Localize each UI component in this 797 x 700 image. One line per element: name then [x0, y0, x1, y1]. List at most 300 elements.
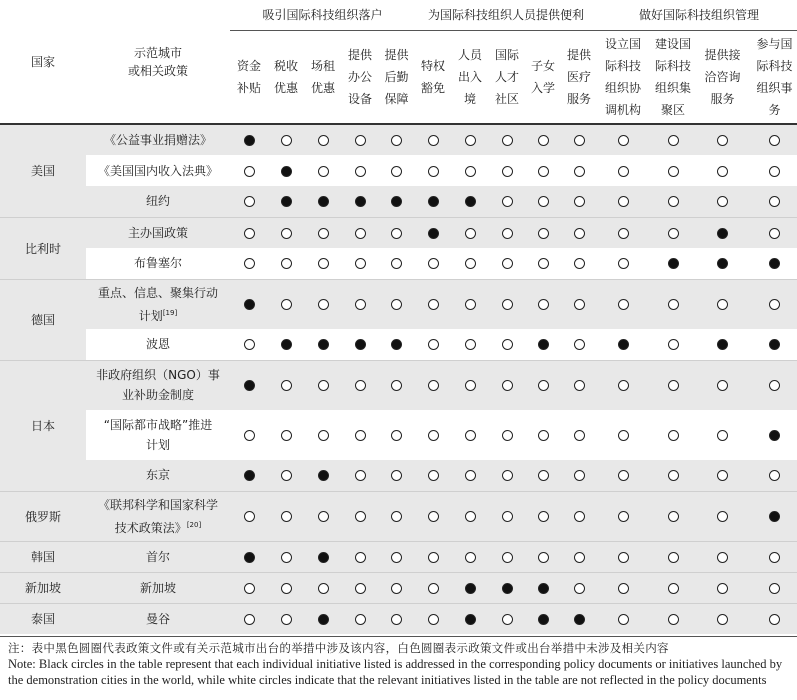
mark-cell: [268, 572, 304, 603]
hollow-circle-icon: [668, 166, 679, 177]
hollow-circle-icon: [717, 430, 728, 441]
column-header: [597, 30, 649, 124]
mark-cell: [748, 541, 797, 572]
mark-cell: [525, 186, 561, 217]
column-header: [230, 30, 268, 124]
header-group-personnel: 为国际科技组织人员提供便利: [415, 0, 597, 30]
mark-cell: [597, 279, 649, 329]
hollow-circle-icon: [281, 511, 292, 522]
filled-circle-icon: [465, 614, 476, 625]
mark-cell: [525, 491, 561, 541]
mark-cell: [230, 360, 268, 410]
column-header: [451, 30, 489, 124]
mark-cell: [649, 491, 697, 541]
policy-line2-text: 计划: [145, 438, 170, 452]
hollow-circle-icon: [391, 583, 402, 594]
hollow-circle-icon: [717, 135, 728, 146]
mark-cell: [268, 124, 304, 155]
mark-cell: [304, 248, 342, 279]
filled-circle-icon: [355, 196, 366, 207]
mark-cell: [525, 279, 561, 329]
column-header: [304, 30, 342, 124]
mark-cell: [649, 186, 697, 217]
hollow-circle-icon: [538, 299, 549, 310]
policy-line1: 主办国政策: [127, 225, 188, 240]
hollow-circle-icon: [668, 135, 679, 146]
policy-cell: [86, 491, 230, 541]
policy-line1: 非政府组织（NGO）事: [96, 368, 220, 383]
hollow-circle-icon: [355, 552, 366, 563]
column-header-line: 入学: [531, 80, 556, 95]
filled-circle-icon: [717, 258, 728, 269]
mark-cell: [489, 124, 525, 155]
hollow-circle-icon: [318, 430, 329, 441]
hollow-circle-icon: [465, 511, 476, 522]
mark-cell: [489, 603, 525, 634]
hollow-circle-icon: [465, 339, 476, 350]
hollow-circle-icon: [502, 380, 513, 391]
mark-cell: [748, 410, 797, 460]
mark-cell: [561, 603, 597, 634]
mark-cell: [697, 329, 748, 360]
mark-cell: [342, 491, 378, 541]
column-header-line: 聚区: [661, 102, 686, 117]
table-row: [0, 155, 797, 186]
table-row: [0, 541, 797, 572]
column-header: [489, 30, 525, 124]
filled-circle-icon: [465, 196, 476, 207]
mark-cell: [415, 491, 451, 541]
country-cell: 韩国: [0, 541, 86, 572]
hollow-circle-icon: [574, 552, 585, 563]
column-header-line: 保障: [384, 91, 409, 106]
column-header-line: 际科技: [655, 58, 692, 73]
hollow-circle-icon: [244, 258, 255, 269]
mark-cell: [561, 460, 597, 491]
mark-cell: [342, 360, 378, 410]
mark-cell: [525, 572, 561, 603]
hollow-circle-icon: [618, 258, 629, 269]
mark-cell: [415, 155, 451, 186]
hollow-circle-icon: [502, 196, 513, 207]
mark-cell: [451, 491, 489, 541]
column-header-line: 补贴: [236, 80, 261, 95]
mark-cell: [489, 360, 525, 410]
hollow-circle-icon: [244, 614, 255, 625]
footer-rule: [0, 636, 797, 637]
mark-cell: [230, 603, 268, 634]
mark-cell: [451, 186, 489, 217]
hollow-circle-icon: [391, 470, 402, 481]
mark-cell: [378, 460, 415, 491]
table-row: [0, 603, 797, 634]
mark-cell: [649, 572, 697, 603]
hollow-circle-icon: [428, 552, 439, 563]
mark-cell: [415, 603, 451, 634]
hollow-circle-icon: [428, 614, 439, 625]
hollow-circle-icon: [391, 299, 402, 310]
mark-cell: [697, 248, 748, 279]
filled-circle-icon: [538, 339, 549, 350]
mark-cell: [342, 279, 378, 329]
mark-cell: [697, 186, 748, 217]
hollow-circle-icon: [618, 228, 629, 239]
mark-cell: [378, 360, 415, 410]
policy-line1: 纽约: [145, 194, 170, 209]
filled-circle-icon: [538, 614, 549, 625]
filled-circle-icon: [391, 196, 402, 207]
mark-cell: [230, 248, 268, 279]
policy-line2: [86, 515, 230, 538]
hollow-circle-icon: [538, 228, 549, 239]
hollow-circle-icon: [717, 196, 728, 207]
hollow-circle-icon: [355, 470, 366, 481]
mark-cell: [489, 410, 525, 460]
policy-cell: [86, 186, 230, 217]
hollow-circle-icon: [618, 380, 629, 391]
mark-cell: [304, 279, 342, 329]
mark-cell: [415, 248, 451, 279]
column-header-line: 际科技: [756, 58, 793, 73]
hollow-circle-icon: [618, 430, 629, 441]
mark-cell: [451, 155, 489, 186]
hollow-circle-icon: [281, 552, 292, 563]
reference-mark: [19]: [162, 308, 178, 317]
filled-circle-icon: [244, 470, 255, 481]
mark-cell: [268, 279, 304, 329]
mark-cell: [697, 603, 748, 634]
mark-cell: [489, 217, 525, 248]
reference-mark: [20]: [186, 520, 202, 529]
mark-cell: [451, 329, 489, 360]
hollow-circle-icon: [717, 380, 728, 391]
mark-cell: [697, 410, 748, 460]
hollow-circle-icon: [281, 583, 292, 594]
country-cell: 新加坡: [0, 572, 86, 603]
mark-cell: [230, 186, 268, 217]
hollow-circle-icon: [668, 380, 679, 391]
policy-cell: [86, 360, 230, 410]
hollow-circle-icon: [618, 511, 629, 522]
mark-cell: [697, 491, 748, 541]
column-header-line: 服务: [710, 91, 735, 106]
table-notes: [8, 640, 793, 688]
policy-cell: [86, 603, 230, 634]
column-header-line: 出入: [458, 69, 483, 84]
policy-line1: 《联邦科学和国家科学: [97, 497, 218, 512]
hollow-circle-icon: [428, 258, 439, 269]
column-header: [561, 30, 597, 124]
hollow-circle-icon: [318, 135, 329, 146]
hollow-circle-icon: [318, 299, 329, 310]
country-cell: 美国: [0, 124, 86, 217]
column-header-line: 组织事: [756, 80, 793, 95]
mark-cell: [525, 360, 561, 410]
policy-cell: [86, 248, 230, 279]
mark-cell: [489, 155, 525, 186]
column-header: [525, 30, 561, 124]
column-header-line: 设备: [347, 91, 372, 106]
hollow-circle-icon: [502, 258, 513, 269]
mark-cell: [649, 217, 697, 248]
policy-line1: 波恩: [145, 337, 170, 352]
mark-cell: [748, 460, 797, 491]
hollow-circle-icon: [355, 511, 366, 522]
mark-cell: [230, 541, 268, 572]
mark-cell: [415, 186, 451, 217]
hollow-circle-icon: [502, 299, 513, 310]
hollow-circle-icon: [717, 583, 728, 594]
hollow-circle-icon: [618, 470, 629, 481]
hollow-circle-icon: [717, 299, 728, 310]
table-row: [0, 460, 797, 491]
mark-cell: [378, 603, 415, 634]
mark-cell: [748, 572, 797, 603]
column-header-line: 提供接: [704, 47, 741, 62]
mark-cell: [304, 124, 342, 155]
hollow-circle-icon: [668, 552, 679, 563]
column-header-line: 境: [464, 91, 477, 106]
hollow-circle-icon: [574, 166, 585, 177]
filled-circle-icon: [428, 228, 439, 239]
column-header-line: 调机构: [605, 102, 642, 117]
hollow-circle-icon: [574, 380, 585, 391]
policy-cell: [86, 572, 230, 603]
mark-cell: [748, 279, 797, 329]
filled-circle-icon: [318, 614, 329, 625]
column-header-line: 豁免: [421, 80, 446, 95]
mark-cell: [561, 541, 597, 572]
table-row: [0, 279, 797, 329]
hollow-circle-icon: [717, 166, 728, 177]
column-header-line: 建设国: [655, 36, 692, 51]
country-cell: 日本: [0, 360, 86, 491]
column-header-line: 社区: [495, 91, 520, 106]
mark-cell: [230, 491, 268, 541]
hollow-circle-icon: [769, 614, 780, 625]
column-header-line: 参与国: [756, 36, 793, 51]
hollow-circle-icon: [618, 583, 629, 594]
filled-circle-icon: [717, 228, 728, 239]
column-header: [415, 30, 451, 124]
hollow-circle-icon: [244, 511, 255, 522]
mark-cell: [561, 410, 597, 460]
table-row: [0, 329, 797, 360]
hollow-circle-icon: [574, 299, 585, 310]
policy-cell: [86, 410, 230, 460]
mark-cell: [304, 541, 342, 572]
hollow-circle-icon: [502, 166, 513, 177]
mark-cell: [525, 460, 561, 491]
hollow-circle-icon: [769, 166, 780, 177]
mark-cell: [342, 541, 378, 572]
column-header-line: 医疗: [567, 69, 592, 84]
policy-line1: “国际都市战略”推进: [103, 418, 213, 432]
hollow-circle-icon: [538, 552, 549, 563]
hollow-circle-icon: [355, 430, 366, 441]
table-row: [0, 491, 797, 541]
hollow-circle-icon: [465, 258, 476, 269]
filled-circle-icon: [244, 299, 255, 310]
hollow-circle-icon: [502, 430, 513, 441]
hollow-circle-icon: [428, 166, 439, 177]
filled-circle-icon: [355, 339, 366, 350]
mark-cell: [304, 217, 342, 248]
hollow-circle-icon: [538, 135, 549, 146]
policy-cell: [86, 460, 230, 491]
mark-cell: [597, 217, 649, 248]
mark-cell: [304, 491, 342, 541]
mark-cell: [489, 248, 525, 279]
mark-cell: [415, 460, 451, 491]
mark-cell: [378, 329, 415, 360]
hollow-circle-icon: [244, 339, 255, 350]
filled-circle-icon: [465, 583, 476, 594]
hollow-circle-icon: [244, 430, 255, 441]
mark-cell: [561, 491, 597, 541]
mark-cell: [561, 186, 597, 217]
hollow-circle-icon: [244, 228, 255, 239]
mark-cell: [489, 460, 525, 491]
mark-cell: [378, 186, 415, 217]
table-row: [0, 410, 797, 460]
hollow-circle-icon: [428, 511, 439, 522]
column-header-line: 办公: [347, 69, 372, 84]
filled-circle-icon: [769, 511, 780, 522]
hollow-circle-icon: [538, 511, 549, 522]
table-row: [0, 248, 797, 279]
hollow-circle-icon: [668, 228, 679, 239]
filled-circle-icon: [574, 614, 585, 625]
hollow-circle-icon: [769, 583, 780, 594]
hollow-circle-icon: [318, 380, 329, 391]
hollow-circle-icon: [717, 511, 728, 522]
hollow-circle-icon: [668, 511, 679, 522]
column-header-line: 后勤: [384, 69, 409, 84]
mark-cell: [748, 217, 797, 248]
policy-line2-text: 技术政策法》: [114, 520, 187, 535]
policy-line2-text: 计划: [138, 308, 163, 323]
filled-circle-icon: [244, 380, 255, 391]
header-group-management: 做好国际科技组织管理: [597, 0, 797, 30]
hollow-circle-icon: [618, 135, 629, 146]
column-header: [748, 30, 797, 124]
mark-cell: [304, 460, 342, 491]
mark-cell: [649, 248, 697, 279]
mark-cell: [378, 279, 415, 329]
mark-cell: [561, 217, 597, 248]
table-row: [0, 186, 797, 217]
hollow-circle-icon: [574, 583, 585, 594]
mark-cell: [697, 155, 748, 186]
filled-circle-icon: [244, 135, 255, 146]
mark-cell: [649, 360, 697, 410]
mark-cell: [697, 541, 748, 572]
hollow-circle-icon: [465, 299, 476, 310]
mark-cell: [342, 248, 378, 279]
header-country: 国家: [30, 55, 55, 69]
mark-cell: [649, 541, 697, 572]
mark-cell: [378, 124, 415, 155]
mark-cell: [342, 124, 378, 155]
hollow-circle-icon: [574, 470, 585, 481]
mark-cell: [597, 491, 649, 541]
column-header-line: 优惠: [273, 80, 298, 95]
hollow-circle-icon: [281, 299, 292, 310]
policy-line1: 重点、信息、聚集行动: [97, 285, 218, 300]
mark-cell: [304, 186, 342, 217]
hollow-circle-icon: [668, 339, 679, 350]
hollow-circle-icon: [281, 135, 292, 146]
hollow-circle-icon: [391, 135, 402, 146]
column-header-line: 提供: [567, 47, 592, 62]
hollow-circle-icon: [574, 339, 585, 350]
mark-cell: [561, 248, 597, 279]
mark-cell: [415, 541, 451, 572]
mark-cell: [230, 124, 268, 155]
hollow-circle-icon: [428, 583, 439, 594]
hollow-circle-icon: [574, 511, 585, 522]
mark-cell: [597, 572, 649, 603]
mark-cell: [268, 541, 304, 572]
mark-cell: [268, 603, 304, 634]
hollow-circle-icon: [465, 430, 476, 441]
column-header-line: 组织集: [655, 80, 692, 95]
mark-cell: [649, 329, 697, 360]
hollow-circle-icon: [668, 470, 679, 481]
header-city-line1: 示范城市: [133, 45, 182, 60]
filled-circle-icon: [668, 258, 679, 269]
hollow-circle-icon: [668, 196, 679, 207]
column-header: [378, 30, 415, 124]
hollow-circle-icon: [281, 470, 292, 481]
mark-cell: [378, 410, 415, 460]
mark-cell: [415, 360, 451, 410]
policy-cell: [86, 279, 230, 329]
mark-cell: [342, 186, 378, 217]
mark-cell: [451, 360, 489, 410]
country-cell: 比利时: [0, 217, 86, 279]
policy-cell: [86, 217, 230, 248]
mark-cell: [597, 155, 649, 186]
policy-line1: 曼谷: [145, 611, 170, 626]
mark-cell: [342, 329, 378, 360]
policy-line2-text: 业补助金制度: [121, 388, 194, 403]
hollow-circle-icon: [281, 228, 292, 239]
hollow-circle-icon: [355, 166, 366, 177]
column-header-line: 子女: [531, 58, 556, 73]
hollow-circle-icon: [244, 166, 255, 177]
mark-cell: [649, 603, 697, 634]
mark-cell: [230, 279, 268, 329]
mark-cell: [230, 329, 268, 360]
hollow-circle-icon: [355, 228, 366, 239]
mark-cell: [342, 603, 378, 634]
country-cell: 俄罗斯: [0, 491, 86, 541]
hollow-circle-icon: [668, 583, 679, 594]
hollow-circle-icon: [538, 258, 549, 269]
mark-cell: [748, 603, 797, 634]
mark-cell: [342, 410, 378, 460]
hollow-circle-icon: [618, 196, 629, 207]
column-header-line: 提供: [384, 47, 409, 62]
hollow-circle-icon: [538, 430, 549, 441]
hollow-circle-icon: [769, 380, 780, 391]
mark-cell: [525, 217, 561, 248]
mark-cell: [748, 360, 797, 410]
policy-cell: [86, 124, 230, 155]
mark-cell: [342, 217, 378, 248]
